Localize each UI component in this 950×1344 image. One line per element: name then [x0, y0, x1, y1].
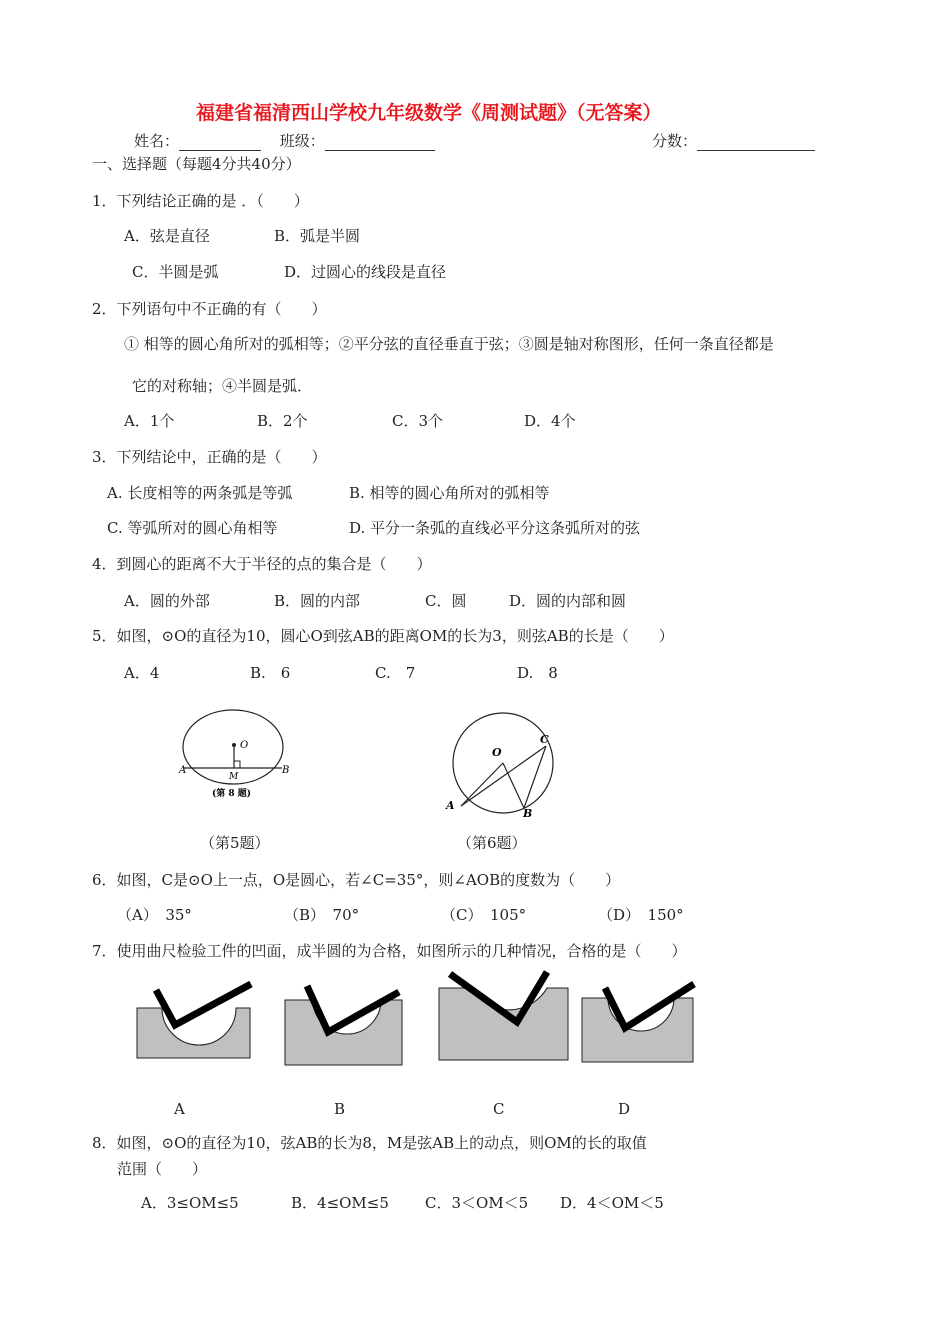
- q2-option-a: A．1个: [124, 412, 175, 430]
- q6-option-a: （A） 35°: [117, 906, 192, 924]
- figure-7: [130, 970, 710, 1070]
- q6-option-c: （C） 105°: [441, 906, 527, 924]
- q7-label-b: B: [334, 1100, 346, 1118]
- name-label: 姓名：: [134, 132, 180, 150]
- q5-stem: 5．如图，⊙O的直径为10，圆心O到弦AB的距离OM的长为3，则弦AB的长是（ ）: [92, 627, 674, 645]
- q1-option-c: C．半圆是弧: [132, 263, 219, 281]
- fig6-label-c: C: [540, 733, 549, 746]
- fig6-caption: （第6题）: [457, 834, 527, 852]
- figure-5: [170, 705, 300, 810]
- q3-stem: 3．下列结论中，正确的是（ ）: [92, 448, 327, 466]
- fig6-ob: [503, 763, 524, 808]
- fig6-label-b: B: [523, 807, 533, 820]
- q4-option-d: D．圆的内部和圆: [509, 592, 627, 610]
- q1-option-b: B．弧是半圆: [274, 227, 361, 245]
- header-info: [134, 130, 435, 151]
- q4-stem: 4．到圆心的距离不大于半径的点的集合是（ ）: [92, 555, 432, 573]
- score-blank: [697, 136, 815, 151]
- fig6-label-a: A: [446, 799, 455, 812]
- q3-option-d: D. 平分一条弧的直线必平分这条弧所对的弦: [349, 519, 641, 537]
- fig5-label-m: M: [229, 772, 239, 782]
- fig5-label-a: A: [179, 765, 187, 776]
- q8-option-d: D．4＜OM＜5: [560, 1194, 664, 1212]
- fig5-center-dot: [232, 743, 236, 747]
- q5-option-b: B. 6: [250, 664, 291, 682]
- q6-option-d: （D） 150°: [598, 906, 684, 924]
- fig6-ac: [461, 746, 546, 806]
- q8-option-b: B．4≤OM≤5: [291, 1194, 389, 1212]
- workpiece-a: [137, 984, 251, 1058]
- q2-option-b: B．2个: [257, 412, 308, 430]
- q6-stem: 6．如图，C是⊙O上一点，O是圆心，若∠C=35°，则∠AOB的度数为（ ）: [92, 871, 621, 889]
- score-label: 分数：: [652, 132, 698, 150]
- fig6-bc: [524, 746, 546, 808]
- q8-option-a: A．3≤OM≤5: [141, 1194, 239, 1212]
- class-blank: [325, 136, 435, 151]
- q4-option-c: C．圆: [425, 592, 467, 610]
- q3-option-c: C. 等弧所对的圆心角相等: [107, 519, 278, 537]
- fig5-caption: （第5题）: [200, 834, 270, 852]
- q4-option-b: B．圆的内部: [274, 592, 361, 610]
- q7-label-a: A: [174, 1100, 185, 1118]
- q3-option-a: A. 长度相等的两条弧是等弧: [107, 484, 293, 502]
- q8-option-c: C．3＜OM＜5: [425, 1194, 529, 1212]
- section-heading: 一、选择题（每题4分共40分）: [92, 155, 301, 173]
- q6-option-b: （B） 70°: [284, 906, 360, 924]
- workpiece-c: [439, 972, 568, 1060]
- q3-option-b: B. 相等的圆心角所对的弧相等: [349, 484, 550, 502]
- figure-6: [436, 705, 576, 820]
- q7-stem: 7．使用曲尺检验工件的凹面，成半圆的为合格，如图所示的几种情况，合格的是（ ）: [92, 942, 687, 960]
- q1-option-a: A．弦是直径: [124, 227, 210, 245]
- q2-line1: ① 相等的圆心角所对的弧相等；②平分弦的直径垂直于弦；③圆是轴对称图形，任何一条直径都是: [124, 335, 774, 353]
- q1-stem: 1．下列结论正确的是 ．（ ）: [92, 192, 309, 210]
- q4-option-a: A．圆的外部: [124, 592, 210, 610]
- q8-stem: 8．如图，⊙O的直径为10，弦AB的长为8，M是弦AB上的动点，则OM的长的取值: [92, 1134, 647, 1152]
- q7-label-c: C: [493, 1100, 505, 1118]
- name-blank: [179, 136, 261, 151]
- q5-option-a: A．4: [124, 664, 160, 682]
- fig5-inner-caption: (第 8 题): [212, 789, 252, 799]
- fig6-oa: [461, 763, 503, 806]
- q2-option-c: C．3个: [392, 412, 444, 430]
- workpiece-d: [582, 984, 694, 1062]
- q8-stem-2: 范围（ ）: [117, 1160, 208, 1178]
- q2-line2: 它的对称轴；④半圆是弧．: [132, 377, 313, 395]
- q1-option-d: D．过圆心的线段是直径: [284, 263, 447, 281]
- class-label: 班级：: [279, 132, 325, 150]
- q2-stem: 2．下列语句中不正确的有（ ）: [92, 300, 327, 318]
- score-info: [652, 130, 815, 151]
- q5-option-d: D. 8: [517, 664, 558, 682]
- q7-label-d: D: [618, 1100, 631, 1118]
- q2-option-d: D．4个: [524, 412, 576, 430]
- q5-option-c: C. 7: [375, 664, 416, 682]
- fig5-right-angle: [234, 761, 240, 768]
- page-title: 福建省福清西山学校九年级数学《周测试题》（无答案）: [196, 102, 662, 124]
- fig6-label-o: O: [492, 746, 502, 759]
- fig5-label-o: O: [240, 740, 249, 751]
- fig5-label-b: B: [282, 765, 290, 776]
- workpiece-b: [285, 986, 402, 1065]
